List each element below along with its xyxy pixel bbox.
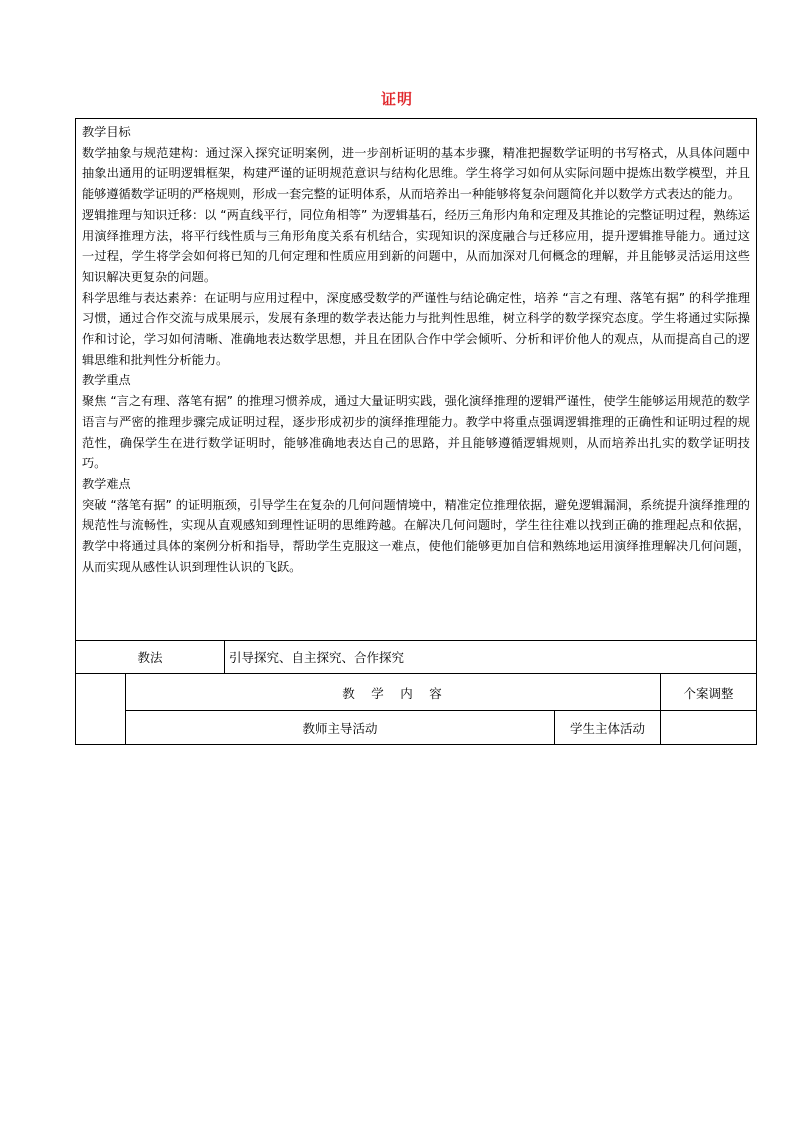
abstraction-paragraph: 数学抽象与规范建构：通过深入探究证明案例，进一步剖析证明的基本步骤，精准把握数学证明的书写格式，从具体问题中抽象出通用的证明逻辑框架，构建严谨的证明规范意识与结构化思维。学生将学习如何从实际问题中提炼出数学模型，并且能够遵循数学证明的严格规则，形成一套完整的证明体系，从而培养出一种能够将复杂问题简化并以数学方式表达的能力。 [82,145,750,202]
lesson-plan-table [75,118,757,745]
key-points-heading: 教学重点 [82,373,131,388]
teaching-method-row [76,641,756,674]
difficulty-paragraph: 突破 “落笔有据” 的证明瓶颈，引导学生在复杂的几何问题情境中，精准定位推理依据，避免逻辑漏洞，系统提升演绎推理的规范性与流畅性，实现从直观感知到理性证明的思维跨越。在解决几何问题时，学生往往难以找到正确的推理起点和依据，教学中将通过具体的案例分析和指导，帮助学生克服这一难点，使他们能够更加自信和熟练地运用演绎推理解决几何问题，从而实现从感性认识到理性认识的飞跃。 [82,497,750,574]
objectives-heading: 教学目标 [82,125,131,139]
logic-paragraph: 逻辑推理与知识迁移：以 “两直线平行，同位角相等” 为逻辑基石，经历三角形内角和定理及其推论的完整证明过程，熟练运用演绎推理方法，将平行线性质与三角形角度关系有机结合，实现知识的深度融合与迁移应用，提升逻辑推导能力。通过这一过程，学生将学会如何将已知的几何定理和性质应用到新的问题中，从而加深对几何概念的理解，并且能够灵活运用这些知识解决更复杂的问题。 [82,207,750,284]
document-title: 证明 [380,90,413,108]
adjustment-header: 个案调整 [683,685,734,701]
teaching-goals-cell [76,119,756,641]
science-paragraph: 科学思维与表达素养：在证明与应用过程中，深度感受数学的严谨性与结论确定性，培养 “言之有理、落笔有据” 的科学推理习惯，通过合作交流与成果展示，发展有条理的数学表达能力与批判性思维，树立科学的数学探究态度。学生将通过实际操作和讨论，学习如何清晰、准确地表达数学思想，并且在团队合作中学会倾听、分析和评价他人的观点，从而提高自己的逻辑思维和批判性分析能力。 [82,290,750,367]
teacher-activity-header: 教师主导活动 [302,720,378,736]
difficulty-heading: 教学难点 [82,476,131,491]
key-points-paragraph: 聚焦 “言之有理、落笔有据” 的推理习惯养成，通过大量证明实践，强化演绎推理的逻辑严谨性，使学生能够运用规范的数学语言与严密的推理步骤完成证明过程，逐步形成初步的演绎推理能力。教学中将重点强调逻辑推理的正确性和证明过程的规范性，确保学生在进行数学证明时，能够准确地表达自己的思路，并且能够遵循逻辑规则，从而培养出扎实的数学证明技巧。 [82,394,750,471]
method-label: 教法 [137,650,163,665]
student-activity-header: 学生主体活动 [569,720,645,736]
method-value: 引导探究、自主探究、合作探究 [229,650,405,665]
content-header: 教 学 内 容 [342,685,444,701]
